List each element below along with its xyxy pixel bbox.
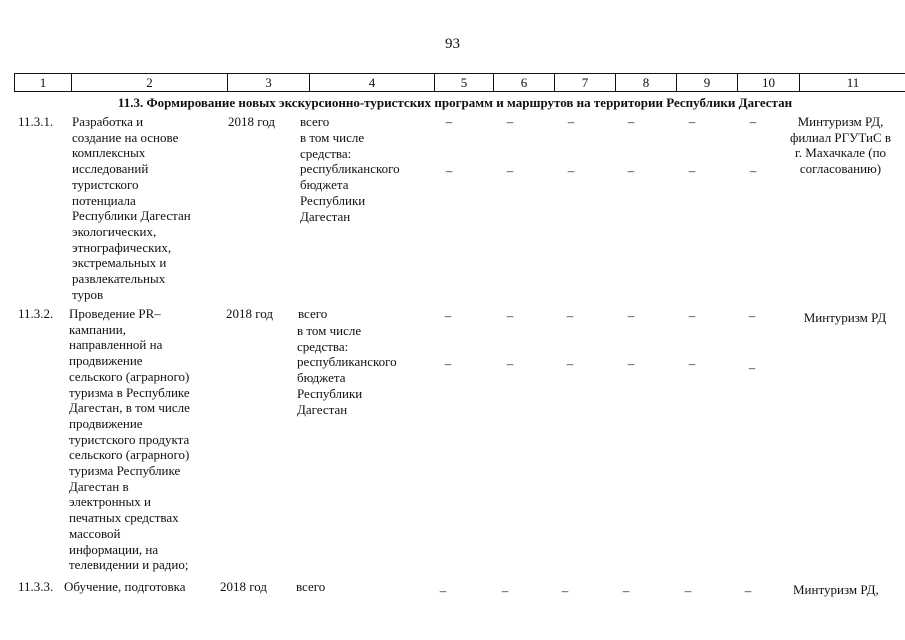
value-cell: – — [445, 163, 453, 178]
executor: Минтуризм РД, — [793, 582, 879, 597]
column-header: 4 — [310, 74, 435, 91]
value-cell: – — [567, 163, 575, 178]
value-cell: – — [567, 114, 575, 129]
value-cell: – — [627, 114, 635, 129]
column-header: 9 — [677, 74, 738, 91]
value-cell: – — [749, 163, 757, 178]
value-cell: – — [748, 308, 756, 323]
value-cell: – — [627, 356, 635, 371]
column-header: 11 — [846, 75, 860, 90]
value-cell: – — [748, 360, 756, 375]
value-cell: – — [688, 356, 696, 371]
year: 2018 год — [228, 114, 275, 129]
column-header: 6 — [494, 74, 555, 91]
value-cell: – — [566, 308, 574, 323]
funding-total-label: всего — [298, 306, 328, 321]
column-header: 2 — [72, 74, 228, 91]
value-cell: – — [444, 356, 452, 371]
value-cell: – — [506, 163, 514, 178]
activity-name: Обучение, подготовка — [64, 579, 186, 594]
value-cell: – — [684, 583, 692, 598]
funding-detail-label: в том числе средства: республиканского бюджета Республики Дагестан — [297, 323, 397, 417]
funding-total-label: всего — [300, 114, 330, 129]
value-cell: – — [561, 583, 569, 598]
row-number: 11.3.2. — [18, 306, 54, 321]
value-cell: – — [627, 308, 635, 323]
column-header: 1 — [15, 74, 72, 91]
page-number: 93 — [445, 36, 460, 52]
value-cell: – — [506, 114, 514, 129]
value-cell: – — [622, 583, 630, 598]
section-title: 11.3. Формирование новых экскурсионно-туристских программ и маршрутов на территории Республики Дагестан — [117, 95, 793, 110]
column-header: 8 — [616, 74, 677, 91]
value-cell: – — [439, 583, 447, 598]
column-header: 7 — [555, 74, 616, 91]
column-header: 5 — [435, 74, 494, 91]
value-cell: – — [506, 356, 514, 371]
value-cell: – — [506, 308, 514, 323]
value-cell: – — [501, 583, 509, 598]
executor: Минтуризм РД — [803, 310, 887, 325]
value-cell: – — [688, 163, 696, 178]
row-number: 11.3.1. — [18, 114, 54, 129]
value-cell: – — [688, 308, 696, 323]
value-cell: – — [566, 356, 574, 371]
value-cell: – — [445, 114, 453, 129]
value-cell: – — [627, 163, 635, 178]
row-number: 11.3.3. — [18, 579, 54, 594]
value-cell: – — [744, 583, 752, 598]
value-cell: – — [444, 308, 452, 323]
value-cell: – — [749, 114, 757, 129]
year: 2018 год — [220, 579, 267, 594]
value-cell: – — [688, 114, 696, 129]
column-header: 3 — [228, 74, 310, 91]
activity-name: Проведение PR– кампании, направленной на продвижение сельского (аграрного) туризма в Республике Дагестан, в том числе продвижение туристского продукта сельского (аграрного) туризма Республике Дагестан в электронных и печатных средствах массовой информации, на телевидении и радио; — [69, 306, 190, 573]
year: 2018 год — [226, 306, 273, 321]
column-header-row — [14, 73, 905, 92]
executor: Минтуризм РД, филиал РГУТиС в г. Махачкале (по согласованию) — [789, 114, 892, 177]
column-header: 10 — [738, 74, 800, 91]
funding-total-label: всего — [296, 579, 326, 594]
funding-detail-label: в том числе средства: республиканского бюджета Республики Дагестан — [300, 130, 400, 224]
activity-name: Разработка и создание на основе комплексных исследований туристского потенциала Республики Дагестан экологических, этнографических, экстремальных и развлекательных туров — [72, 114, 191, 302]
